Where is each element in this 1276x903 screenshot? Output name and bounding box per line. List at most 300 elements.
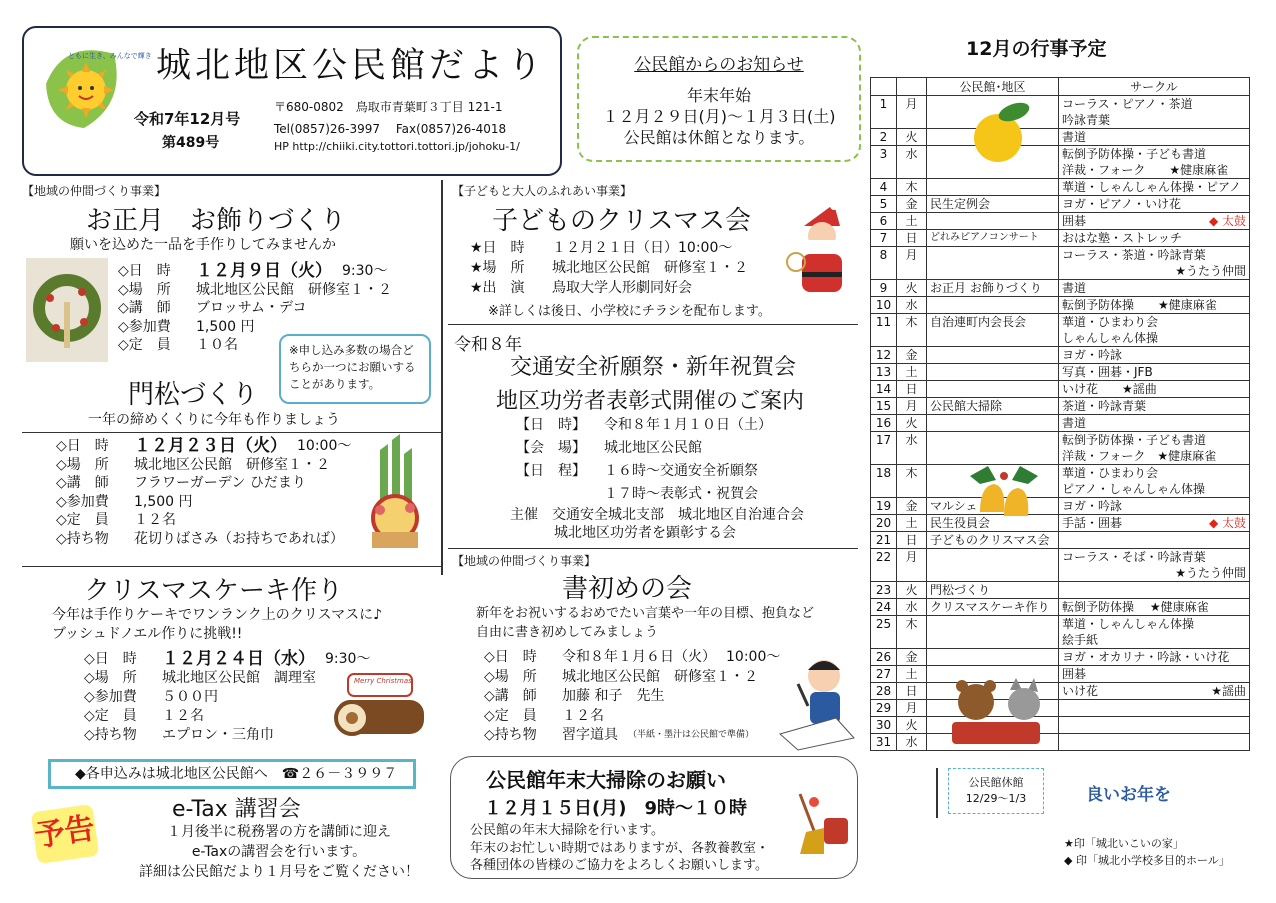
circle-activities — [1059, 347, 1250, 364]
circle-activities — [1059, 179, 1250, 196]
day-number: 22 — [871, 549, 897, 582]
local-event: 門松づくり — [927, 582, 1059, 599]
detail-key: ◇定 員 — [484, 707, 537, 724]
schedule-row — [871, 129, 1250, 146]
circle-line: ヨガ・ピアノ・いけ花 — [1062, 197, 1182, 211]
schedule-row — [871, 734, 1250, 751]
weekday: 日 — [897, 532, 927, 549]
detail-extra: 9:30～ — [342, 263, 388, 279]
detail-value: １２月２３日（火） — [134, 436, 287, 456]
detail-row — [56, 493, 376, 512]
detail-key: ◇参加費 — [84, 689, 137, 705]
detail-value: 鳥取大学人形劇同好会 — [552, 280, 692, 296]
event-lead: 一年の締めくくりに今年も作りましょう — [88, 412, 340, 428]
local-event: どれみピアノコンサート — [927, 230, 1059, 247]
schedule-row — [871, 364, 1250, 381]
detail-key: 【日 程】 — [516, 463, 586, 479]
detail-value: 城北地区公民館 研修室１・２ — [196, 281, 392, 298]
detail-value: 習字道具 — [562, 727, 618, 743]
circle-line — [1062, 532, 1246, 548]
schedule-row — [871, 432, 1250, 465]
venue-mark: ★謡曲 — [1211, 684, 1246, 698]
event-lead: 願いを込めた一品を手作りしてみませんか — [70, 237, 336, 253]
preview-badge: 予告 — [31, 804, 100, 864]
sun-logo-icon — [44, 44, 152, 130]
schedule-title: 12月の行事予定 — [966, 38, 1107, 60]
schedule-row — [871, 179, 1250, 196]
day-number: 4 — [871, 179, 897, 196]
circle-line: ヨガ・オカリナ・吟詠・いけ花 — [1062, 650, 1230, 664]
day-number: 3 — [871, 146, 897, 179]
circle-activities — [1059, 700, 1250, 717]
circle-line: ヨガ・吟詠 — [1062, 499, 1123, 513]
detail-value: 1,500 円 — [134, 493, 193, 510]
event-lead: 新年をお祝いするおめでたい言葉や一年の目標、抱負など — [476, 606, 815, 621]
circle-activities — [1059, 230, 1250, 247]
weekday: 日 — [897, 230, 927, 247]
schedule-table — [870, 77, 1250, 751]
detail-key: ◇定 員 — [84, 708, 137, 724]
schedule-row — [871, 381, 1250, 398]
section-tag: 【地域の仲間づくり事業】 — [22, 184, 167, 198]
xmas-details — [470, 238, 790, 298]
detail-value: 城北地区公民館 研修室１・２ — [562, 668, 758, 685]
calligraphy-kid-icon — [778, 650, 858, 750]
schedule-row — [871, 314, 1250, 347]
circle-activities — [1059, 734, 1250, 751]
detail-value: １２月２４日（水） — [162, 649, 315, 669]
circle-line — [1062, 734, 1246, 750]
local-event — [927, 649, 1059, 666]
weekday: 木 — [897, 314, 927, 347]
day-number: 12 — [871, 347, 897, 364]
schedule-row — [871, 347, 1250, 364]
detail-value: 令和８年１月６日（火） — [562, 649, 716, 665]
schedule-row — [871, 146, 1250, 179]
circle-activities — [1059, 364, 1250, 381]
local-event — [927, 364, 1059, 381]
detail-value: エプロン・三角巾 — [162, 727, 274, 743]
circle-activities — [1059, 498, 1250, 515]
kakizome-details — [484, 648, 824, 746]
day-number: 10 — [871, 297, 897, 314]
day-number: 27 — [871, 666, 897, 683]
detail-key: ★出 演 — [470, 280, 525, 296]
detail-row — [56, 456, 376, 475]
day-number: 17 — [871, 432, 897, 465]
detail-value: １２名 — [134, 512, 176, 528]
circle-activities — [1059, 683, 1250, 700]
circle-line: いけ花 ★謡曲 — [1062, 382, 1157, 396]
schedule-row — [871, 515, 1250, 532]
closed-label — [948, 768, 1044, 814]
detail-value: 城北地区公民館 — [604, 440, 702, 456]
circle-activities — [1059, 381, 1250, 398]
detail-key: ★場 所 — [470, 260, 525, 276]
detail-value: 城北地区公民館 研修室１・２ — [552, 260, 748, 276]
circle-line: しゃんしゃん体操 — [1062, 331, 1159, 345]
circle-activities — [1059, 280, 1250, 297]
cleaning-body — [470, 822, 769, 875]
circle-activities — [1059, 599, 1250, 616]
event-lead: 自由に書き初めしてみましょう — [476, 625, 659, 640]
schedule-row — [871, 213, 1250, 230]
circle-line — [1062, 700, 1246, 716]
local-event — [927, 297, 1059, 314]
section-divider — [448, 324, 858, 325]
notice-line2: １２月２９日(月)～１月３日(土) — [602, 107, 836, 126]
circle-activities — [1059, 549, 1250, 582]
local-event: 子どものクリスマス会 — [927, 532, 1059, 549]
event-title-xmas: 子どものクリスマス会 — [492, 206, 751, 236]
detail-key: ◇場 所 — [56, 456, 109, 473]
detail-key: ◇定 員 — [56, 512, 109, 528]
etax-line: 詳細は公民館だより１月号をご覧ください！ — [139, 864, 419, 880]
issue-date: 令和7年12月号 — [134, 110, 241, 128]
circle-line: コーラス・茶道・吟詠青葉 — [1062, 248, 1206, 262]
detail-key: ◇講 師 — [118, 300, 171, 316]
circle-activities — [1059, 247, 1250, 280]
cake-plate-label: Merry Christmas — [354, 677, 412, 685]
detail-row — [470, 278, 790, 298]
local-event: マルシェ — [927, 498, 1059, 515]
cleaning-date: １２月１５日(月) 9時～１０時 — [484, 798, 747, 819]
circle-line: 華道・ひまわり会 — [1062, 466, 1159, 480]
detail-key: ◇場 所 — [84, 670, 137, 686]
circle-line: 転倒予防体操 ★健康麻雀 — [1062, 600, 1209, 614]
local-event — [927, 616, 1059, 649]
event-title-kadomatsu: 門松づくり — [128, 380, 259, 410]
weekday: 土 — [897, 364, 927, 381]
day-number: 18 — [871, 465, 897, 498]
circle-activities — [1059, 96, 1250, 129]
weekday: 水 — [897, 432, 927, 465]
weekday: 土 — [897, 515, 927, 532]
circle-text: 囲碁 — [1062, 214, 1087, 228]
circle-line: コーラス・そば・吟詠青葉 — [1062, 550, 1206, 564]
detail-value: 花切りばさみ（お持ちであれば） — [134, 530, 344, 547]
ceremony-details — [516, 414, 846, 506]
weekday: 月 — [897, 549, 927, 582]
event-title-osechi: お正月 お飾りづくり — [86, 206, 347, 236]
detail-key: ◇日 時 — [84, 651, 137, 667]
kadomatsu-icon — [360, 440, 430, 550]
circle-line: 華道・しゃんしゃん体操・ピアノ — [1062, 180, 1242, 194]
day-number: 25 — [871, 616, 897, 649]
detail-row — [56, 474, 376, 493]
detail-row — [118, 262, 418, 281]
detail-value: 城北地区公民館 研修室１・２ — [134, 456, 330, 473]
day-number: 19 — [871, 498, 897, 515]
detail-key: 【会 場】 — [516, 440, 586, 456]
circle-line: 転倒予防体操・子ども書道 — [1062, 433, 1207, 447]
newsletter-title: 城北地区公民館だより — [156, 46, 547, 86]
day-number: 21 — [871, 532, 897, 549]
circle-text: いけ花 — [1062, 684, 1099, 698]
circle-line — [1062, 582, 1246, 598]
weekday: 火 — [897, 415, 927, 432]
detail-key: ◇持ち物 — [56, 530, 109, 547]
homepage-link[interactable]: HP http://chiiki.city.tottori.tottori.jp/johoku-1/ — [274, 140, 520, 153]
detail-key: ★日 時 — [470, 240, 525, 256]
weekday: 金 — [897, 347, 927, 364]
detail-key: ◇参加費 — [56, 493, 109, 510]
notice-title: 公民館からのお知らせ — [634, 55, 804, 75]
day-number: 29 — [871, 700, 897, 717]
wreath-photo-icon — [26, 258, 108, 362]
weekday: 水 — [897, 297, 927, 314]
legend-diamond: ◆ 印「城北小学校多目的ホール」 — [1064, 854, 1230, 867]
circle-line: 転倒予防体操 ★健康麻雀 — [1062, 298, 1217, 312]
local-event — [927, 549, 1059, 582]
closed-label-line: 公民館休館 — [968, 776, 1024, 789]
circle-line: コーラス・ピアノ・茶道 — [1062, 97, 1193, 111]
tel-fax: Tel(0857)26-3997 Fax(0857)26-4018 — [274, 122, 507, 136]
schedule-row — [871, 297, 1250, 314]
detail-extra: 10:00～ — [726, 649, 781, 665]
detail-row — [118, 299, 418, 318]
detail-row — [516, 437, 846, 460]
event-title-cake: クリスマスケーキ作り — [84, 576, 343, 606]
weekday: 木 — [897, 616, 927, 649]
weekday: 土 — [897, 666, 927, 683]
closed-arrow — [936, 768, 938, 818]
detail-key: ◇定 員 — [118, 337, 171, 353]
weekday: 月 — [897, 700, 927, 717]
circle-line: 書道 — [1062, 416, 1087, 430]
circle-activities — [1059, 532, 1250, 549]
ceremony-year: 令和８年 — [454, 335, 522, 355]
detail-value: 1,500 円 — [196, 318, 255, 335]
detail-row — [516, 460, 846, 483]
detail-extra: 10:00～ — [297, 438, 352, 454]
local-event — [927, 179, 1059, 196]
circle-line: 茶道・吟詠青葉 — [1062, 399, 1147, 413]
etax-title: e-Tax 講習会 — [172, 797, 301, 822]
bear-cat-icon — [948, 676, 1044, 748]
detail-row — [484, 687, 824, 707]
weekday: 金 — [897, 649, 927, 666]
kadomatsu-details — [56, 437, 376, 548]
day-number: 2 — [871, 129, 897, 146]
circle-activities — [1059, 146, 1250, 179]
circle-line: 華道・ひまわり会 — [1062, 315, 1159, 329]
detail-value: １２月２１日（日）10:00～ — [552, 240, 733, 256]
application-contact: ◆各申込みは城北地区公民館へ ☎２６－３９９７ — [48, 759, 416, 789]
venue-mark: ◆ 太鼓 — [1208, 516, 1246, 530]
section-tag: 【地域の仲間づくり事業】 — [452, 554, 597, 568]
day-number: 9 — [871, 280, 897, 297]
detail-value: １２名 — [162, 708, 204, 724]
local-event: お正月 お飾りづくり — [927, 280, 1059, 297]
local-event: 公民館大掃除 — [927, 398, 1059, 415]
local-event — [927, 213, 1059, 230]
detail-row — [484, 668, 824, 688]
venue-mark: ★うたう仲間 — [1175, 264, 1246, 278]
circle-line — [1062, 683, 1246, 699]
schedule-row — [871, 498, 1250, 515]
circle-activities — [1059, 196, 1250, 213]
notice-line3: 公民館は休館となります。 — [623, 128, 815, 147]
detail-row — [516, 414, 846, 437]
circle-activities — [1059, 666, 1250, 683]
event-title-kakizome: 書初めの会 — [562, 574, 693, 604]
detail-row — [84, 650, 404, 669]
column-divider — [441, 180, 443, 575]
day-number: 16 — [871, 415, 897, 432]
col-circle: サークル — [1059, 78, 1250, 96]
weekday: 木 — [897, 179, 927, 196]
detail-value: １７時～表彰式・祝賀会 — [604, 486, 758, 502]
legend-star: ★印「城北いこいの家」 — [1064, 837, 1184, 850]
col-weekday — [897, 78, 927, 96]
circle-line: 華道・しゃんしゃん体操 — [1062, 617, 1195, 631]
weekday: 木 — [897, 465, 927, 498]
circle-activities — [1059, 717, 1250, 734]
circle-activities — [1059, 515, 1250, 532]
circle-line: ヨガ・吟詠 — [1062, 348, 1123, 362]
circle-line: ピアノ・しゃんしゃん体操 — [1062, 482, 1206, 496]
schedule-row — [871, 649, 1250, 666]
circle-activities — [1059, 297, 1250, 314]
cleaning-line: 年末のお忙しい時期ではありますが、各教養教室・ — [470, 840, 770, 856]
day-number: 7 — [871, 230, 897, 247]
circle-activities — [1059, 616, 1250, 649]
circle-text: 手話・囲碁 — [1062, 516, 1123, 530]
local-event — [927, 247, 1059, 280]
detail-key: ◇日 時 — [118, 263, 171, 279]
logo-text: ともに生き、みんなで輝き — [68, 52, 152, 60]
day-number: 26 — [871, 649, 897, 666]
weekday: 月 — [897, 398, 927, 415]
circle-activities — [1059, 314, 1250, 347]
day-number: 15 — [871, 398, 897, 415]
schedule-row — [871, 96, 1250, 129]
circle-activities — [1059, 465, 1250, 498]
local-event: 自治連町内会長会 — [927, 314, 1059, 347]
detail-value: ブロッサム・デコ — [196, 300, 307, 316]
host-line: 城北地区功労者を顕彰する会 — [554, 525, 736, 541]
event-lead: 今年は手作りケーキでワンランク上のクリスマスに♪ — [52, 607, 383, 623]
detail-value: フラワーガーデン ひだまり — [134, 475, 306, 491]
circle-line — [1062, 515, 1246, 531]
detail-row — [470, 258, 790, 278]
schedule-row — [871, 549, 1250, 582]
host-line: 交通安全城北支部 城北地区自治連合会 — [552, 507, 804, 523]
circle-line: 書道 — [1062, 281, 1087, 295]
schedule-row — [871, 532, 1250, 549]
detail-key: ◇参加費 — [118, 318, 171, 335]
circle-activities — [1059, 415, 1250, 432]
event-lead: ブッシュドノエル作りに挑戦!! — [52, 626, 243, 642]
col-day — [871, 78, 897, 96]
weekday: 水 — [897, 146, 927, 179]
weekday: 土 — [897, 213, 927, 230]
schedule-row — [871, 415, 1250, 432]
notice-box — [577, 36, 861, 162]
detail-key: ◇場 所 — [118, 281, 171, 298]
weekday: 火 — [897, 280, 927, 297]
day-number: 8 — [871, 247, 897, 280]
weekday: 金 — [897, 498, 927, 515]
schedule-row — [871, 683, 1250, 700]
circle-line: 囲碁 — [1062, 667, 1087, 681]
weekday: 金 — [897, 196, 927, 213]
schedule-row — [871, 717, 1250, 734]
col-local: 公民館･地区 — [927, 78, 1059, 96]
venue-mark: ★うたう仲間 — [1175, 566, 1246, 580]
issue-number: 第489号 — [162, 135, 220, 151]
detail-key: ◇講 師 — [56, 475, 109, 491]
schedule-row — [871, 616, 1250, 649]
weekday: 月 — [897, 247, 927, 280]
notice-line1: 年末年始 — [686, 86, 751, 105]
circle-line: 写真・囲碁・JFB — [1062, 365, 1153, 379]
section-divider — [22, 566, 442, 567]
circle-line — [1062, 717, 1246, 733]
schedule-row — [871, 280, 1250, 297]
cleaning-title: 公民館年末大掃除のお願い — [486, 768, 726, 792]
capacity-callout: ※申し込み多数の場合どちらか一つにお願いすることがあります。 — [279, 334, 431, 404]
local-event — [927, 415, 1059, 432]
circle-activities — [1059, 649, 1250, 666]
etax-line: e-Taxの講習会を行います。 — [191, 844, 367, 860]
local-event — [927, 347, 1059, 364]
day-number: 24 — [871, 599, 897, 616]
weekday: 火 — [897, 129, 927, 146]
circle-line — [1062, 213, 1246, 229]
circle-line: 絵手紙 — [1062, 633, 1099, 647]
detail-row — [470, 238, 790, 258]
local-event: 民生定例会 — [927, 196, 1059, 213]
detail-key: ◇持ち物 — [84, 727, 137, 743]
day-number: 20 — [871, 515, 897, 532]
etax-line: １月後半に税務署の方を講師に迎え — [167, 824, 391, 840]
christmas-bell-icon — [966, 460, 1042, 532]
day-number: 14 — [871, 381, 897, 398]
detail-row — [56, 511, 376, 530]
detail-key: ◇持ち物 — [484, 727, 537, 743]
circle-activities — [1059, 432, 1250, 465]
local-event — [927, 381, 1059, 398]
weekday: 月 — [897, 96, 927, 129]
day-number: 28 — [871, 683, 897, 700]
schedule-row — [871, 230, 1250, 247]
cleaning-line: 各種団体の皆様のご協力をよろしくお願いします。 — [470, 858, 768, 873]
detail-key: 【日 時】 — [516, 417, 586, 433]
weekday: 水 — [897, 599, 927, 616]
ceremony-title2: 地区功労者表彰式開催のご案内 — [496, 389, 805, 414]
detail-value: １２月９日（火） — [196, 261, 332, 281]
circle-activities — [1059, 213, 1250, 230]
detail-row — [118, 281, 418, 300]
yuzu-icon — [966, 100, 1036, 164]
schedule-row — [871, 582, 1250, 599]
schedule-row — [871, 700, 1250, 717]
day-number: 1 — [871, 96, 897, 129]
santa-icon — [786, 202, 858, 300]
detail-value: 令和８年１月１０日（土） — [604, 417, 772, 433]
christmas-cake-icon — [330, 668, 428, 742]
day-number: 6 — [871, 213, 897, 230]
detail-value: １６時～交通安全祈願祭 — [604, 463, 758, 479]
detail-row — [484, 648, 824, 668]
host-label: 主催 — [510, 507, 538, 523]
detail-row — [484, 707, 824, 727]
schedule-row — [871, 666, 1250, 683]
circle-line: 転倒予防体操・子ども書道 — [1062, 147, 1207, 161]
circle-activities — [1059, 129, 1250, 146]
